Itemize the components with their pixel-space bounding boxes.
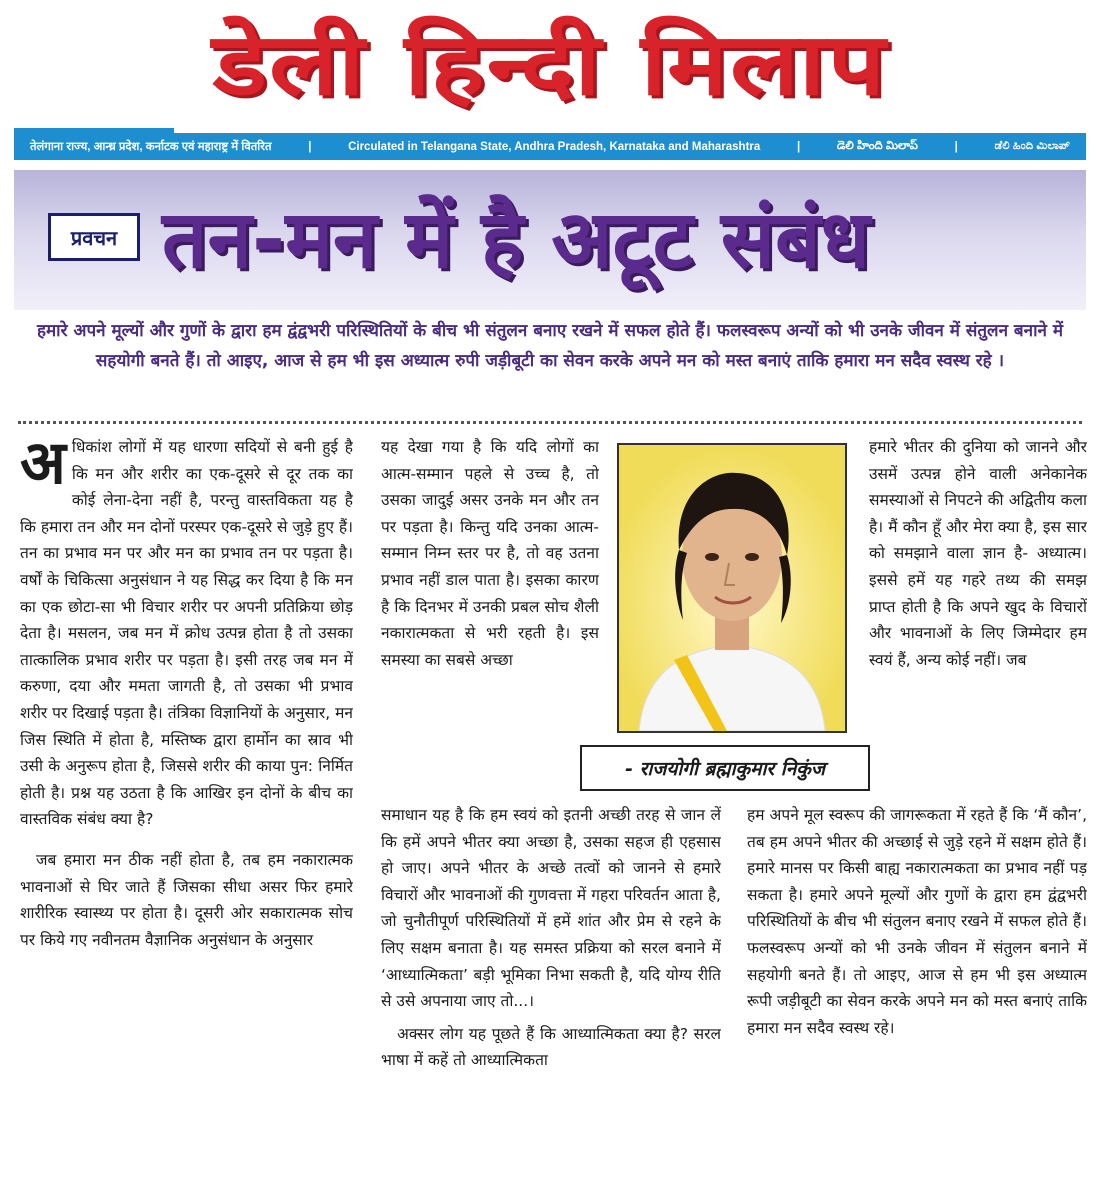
column-2-text: यह देखा गया है कि यदि लोगों का आत्म-सम्मान पहले से उच्च है, तो उसका जादुई असर उनके मन और तन पर पड़ता है। किन्तु यदि उनका आत्म-सम्मान निम्न स्तर पर है, तो वह उतना प्रभाव नहीं डाल पाता है। इसका कारण है कि दिनभर में उनकी प्रबल सोच शैली नकारात्मकता से भरी रहती है। इस समस्या का सबसे अच्छा [381, 438, 599, 669]
lower-right-text: हम अपने मूल स्वरूप की जागरूकता में रहते हैं कि ‘मैं कौन’, तब हम अपने भीतर की अच्छाई से जुड़े रहने में सक्षम होते हैं। हमारे मानस पर किसी बाह्य नकारात्मकता का प्रभाव नहीं पड़ सकता है। हमारे अपने मूल्यों और गुणों के द्वारा हम द्वंद्वभरी परिस्थितियों के बीच भी संतुलन बनाए रखने में सफल होते हैं। फलस्वरूप अन्यों को भी उनके जीवन में संतुलन बनाने में सहयोगी बनते हैं। तो आइए, आज से हम भी इस अध्यात्म रूपी जड़ीबूटी का सेवन करके अपने मन को मस्त बनाएं ताकि हमारा मन सदैव स्वस्थ रहे। [747, 806, 1087, 1037]
column-lower-middle [381, 802, 721, 1162]
paragraph-2: जब हमारा मन ठीक नहीं होता है, तब हम नकारात्मक भावनाओं से घिर जाते हैं जिसका सीधा असर फिर हमारे शारीरिक स्वास्थ्य पर होता है। दूसरी ओर सकारात्मक सोच पर किये गए नवीनतम वैज्ञानिक अनुसंधान के अनुसार [20, 850, 353, 949]
dotted-divider [18, 421, 1082, 424]
column-3 [869, 434, 1087, 806]
telugu-title: డెలి హింది మిలాప్ [836, 139, 918, 152]
column-3-text: हमारे भीतर की दुनिया को जानने और उसमें उत्पन्न होने वाली अनेकानेक समस्याओं से निपटने की अद्वितीय कला है। मैं कौन हूँ और मेरा क्या है, इस सार को समझाने वाला ज्ञान है- अध्यात्म। इससे हमें यह गहरे तथ्य की समझ प्राप्त होती है कि अपने खुद के विचारों और भावनाओं के लिए जिम्मेदार हम स्वयं हैं, अन्य कोई नहीं। जब [869, 438, 1087, 669]
article-headline: तन-मन में है अटूट संबंध [162, 193, 870, 286]
circulation-strip: तेलंगाना राज्य, आन्ध्र प्रदेश, कर्नाटक एवं महाराष्ट्र में वितरित | Circulated in Telangana State, Andhra Pradesh, Karnataka and Maharashtra | డెలి హింది మిలాప్ | ಡೆಲಿ ಹಿಂದಿ ಮಿಲಾಪ್ [14, 133, 1086, 160]
column-2 [381, 434, 599, 804]
paragraph-1 [20, 434, 353, 833]
photo-caption: - राजयोगी ब्रह्माकुमार निकुंज [580, 745, 870, 791]
lower-middle-paragraph-2: अक्सर लोग यह पूछते हैं कि आध्यात्मिकता क्या है? सरल भाषा में कहें तो आध्यात्मिकता [381, 1024, 721, 1070]
column-lower-right [747, 802, 1087, 1162]
newspaper-title: डेली हिन्दी मिलाप [212, 15, 888, 115]
article-deck: हमारे अपने मूल्यों और गुणों के द्वारा हम द्वंद्वभरी परिस्थितियों के बीच भी संतुलन बनाए रखने में सफल होते हैं। फलस्वरूप अन्यों को भी उनके जीवन में संतुलन बनाने में सहयोगी बनते हैं। तो आइए, आज से हम भी इस अध्यात्म रुपी जड़ीबूटी का सेवन करके अपने मन को मस्त बनाएं ताकि हमारा मन सदैव स्वस्थ रहे । [36, 321, 1063, 371]
circulation-hindi: तेलंगाना राज्य, आन्ध्र प्रदेश, कर्नाटक एवं महाराष्ट्र में वितरित [30, 141, 272, 153]
drop-cap: अ [20, 434, 66, 498]
column-1 [20, 434, 353, 1169]
paragraph-1-text: धिकांश लोगों में यह धारणा सदियों से बनी हुई है कि मन और शरीर का एक-दूसरे से दूर तक का कोई लेना-देना नहीं है, परन्तु वास्तविकता यह है कि हमारा तन और मन दोनों परस्पर एक-दूसरे से जुड़े हुए हैं। तन का प्रभाव मन पर और मन का प्रभाव तन पर पड़ता है। वर्षों के चिकित्सा अनुसंधान ने यह सिद्ध कर दिया है कि मन का एक छोटा-सा भी विचार शरीर पर अपनी प्रतिक्रिया छोड़ देता है। मसलन, जब मन में क्रोध उत्पन्न होता है तो उसका तात्कालिक प्रभाव शरीर पर पड़ता है। इसी तरह जब मन में करुणा, दया और ममता जागती है, तो उसका भी प्रभाव शरीर पर दिखाई पड़ता है। तंत्रिका विज्ञानियों के अनुसार, मन जिस स्थिति में होता है, मस्तिष्क द्वारा हार्मोन का स्राव भी उसी के अनुरूप होता है, जिससे शरीर की काया पुन: निर्मित होती है। प्रश्न यह उठता है कि आखिर इन दोनों के बीच का वास्तविक संबंध क्या है? [20, 438, 353, 829]
category-label: प्रवचन [48, 213, 140, 261]
masthead [0, 0, 1100, 130]
portrait-image [619, 445, 845, 731]
author-photo [617, 443, 847, 733]
circulation-english: Circulated in Telangana State, Andhra Pradesh, Karnataka and Maharashtra [348, 140, 761, 153]
lower-middle-paragraph-1: समाधान यह है कि हम स्वयं को इतनी अच्छी तरह से जान लें कि हमें अपने भीतर क्या अच्छा है, उसका सहज ही एहसास हो जाए। अपने भीतर के अच्छे तत्वों को जानने से हमारे विचारों और भावनाओं की गुणवत्ता में गहरा परिवर्तन आता है, जो चुनौतीपूर्ण परिस्थितियों में हमें शांत और प्रेम से रहने के लिए सक्षम बनाता है। यह समस्त प्रक्रिया को सरल बनाने में ‘आध्यात्मिकता’ बड़ी भूमिका निभा सकती है, यदि योग्य रीति से उसे अपनाया जाए तो...। [381, 806, 721, 1011]
kannada-title: ಡೆಲಿ ಹಿಂದಿ ಮಿಲಾಪ್ [994, 140, 1070, 152]
